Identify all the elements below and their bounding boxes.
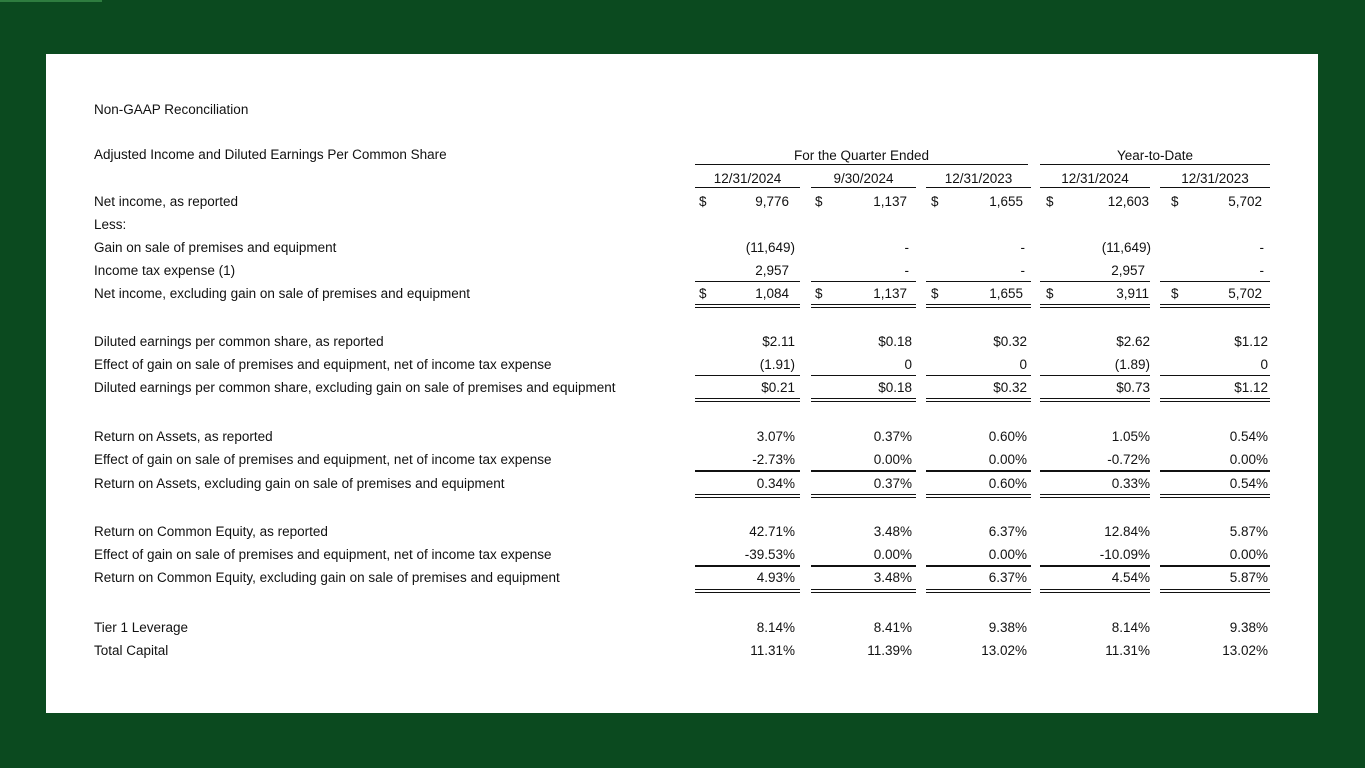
cell-value: 0.00% xyxy=(1229,547,1268,562)
cell-value: 0 xyxy=(1019,357,1027,372)
total-double-line xyxy=(1160,589,1270,593)
cell-value: 9.38% xyxy=(988,620,1027,635)
row-label-roe-excl: Return on Common Equity, excluding gain on sale of premises and equipment xyxy=(94,570,560,585)
subtotal-line xyxy=(811,565,916,567)
cell-value: - xyxy=(1259,240,1264,255)
table-subtitle: Adjusted Income and Diluted Earnings Per Common Share xyxy=(94,147,447,162)
cell-value: 0.54% xyxy=(1229,476,1268,491)
total-double-line xyxy=(811,304,916,308)
cell-value: $2.11 xyxy=(762,334,795,349)
cell-value: 0.37% xyxy=(873,429,912,444)
cell-value: 13.02% xyxy=(981,643,1027,658)
cell-value: 3.07% xyxy=(756,429,795,444)
cell-value: 6.37% xyxy=(988,570,1027,585)
total-double-line xyxy=(1160,398,1270,402)
cell-value: 2,957 xyxy=(1111,263,1145,278)
currency-symbol: $ xyxy=(815,194,823,209)
subtotal-line xyxy=(926,470,1031,472)
cell-value: 0.33% xyxy=(1111,476,1150,491)
cell-value: - xyxy=(904,240,909,255)
total-double-line xyxy=(926,494,1031,498)
cell-value: -2.73% xyxy=(752,452,795,467)
total-double-line xyxy=(811,494,916,498)
total-double-line xyxy=(1160,304,1270,308)
cell-value: 8.14% xyxy=(1111,620,1150,635)
total-double-line xyxy=(926,398,1031,402)
column-underline xyxy=(926,187,1031,188)
cell-value: 3.48% xyxy=(873,570,912,585)
currency-symbol: $ xyxy=(699,286,707,301)
cell-value: 12.84% xyxy=(1104,524,1150,539)
row-label-roa: Return on Assets, as reported xyxy=(94,429,273,444)
cell-value: 11.31% xyxy=(750,643,795,658)
cell-value: -0.72% xyxy=(1107,452,1150,467)
row-label-tier1: Tier 1 Leverage xyxy=(94,620,189,635)
row-label-less: Less: xyxy=(94,217,127,232)
subtotal-line xyxy=(1160,470,1270,472)
cell-value: 6.37% xyxy=(988,524,1027,539)
cell-value: $1.12 xyxy=(1234,380,1268,395)
cell-value: 0.00% xyxy=(988,547,1027,562)
cell-value: (11,649) xyxy=(745,240,795,255)
total-double-line xyxy=(1040,304,1150,308)
group-underline-ytd xyxy=(1040,164,1270,165)
column-underline xyxy=(1160,187,1270,188)
subtotal-line xyxy=(811,281,916,282)
column-underline xyxy=(811,187,916,188)
total-double-line xyxy=(1040,494,1150,498)
cell-value: 5,702 xyxy=(1228,194,1262,209)
subtotal-line xyxy=(1040,281,1150,282)
row-label-total-capital: Total Capital xyxy=(94,643,169,658)
cell-value: 12,603 xyxy=(1107,194,1149,209)
total-double-line xyxy=(695,398,800,402)
column-header: 12/31/2023 xyxy=(944,171,1013,186)
row-label-eps-effect: Effect of gain on sale of premises and equipment, net of income tax expense xyxy=(94,357,552,372)
row-label-eps: Diluted earnings per common share, as reported xyxy=(94,334,384,349)
cell-value: 0.34% xyxy=(756,476,795,491)
subtotal-line xyxy=(926,281,1031,282)
cell-value: 4.54% xyxy=(1111,570,1150,585)
cell-value: (11,649) xyxy=(1101,240,1151,255)
group-header-quarter: For the Quarter Ended xyxy=(793,148,930,163)
subtotal-line xyxy=(695,281,800,282)
cell-value: $0.32 xyxy=(993,334,1027,349)
cell-value: 1,655 xyxy=(989,286,1023,301)
subtotal-line xyxy=(811,375,916,376)
cell-value: 0 xyxy=(1260,357,1268,372)
cell-value: - xyxy=(904,263,909,278)
cell-value: -10.09% xyxy=(1099,547,1150,562)
cell-value: 1,084 xyxy=(755,286,789,301)
cell-value: $0.18 xyxy=(878,334,912,349)
cell-value: 0.00% xyxy=(988,452,1027,467)
total-double-line xyxy=(695,589,800,593)
total-double-line xyxy=(695,304,800,308)
cell-value: 9,776 xyxy=(755,194,789,209)
cell-value: 5,702 xyxy=(1228,286,1262,301)
currency-symbol: $ xyxy=(1046,286,1054,301)
row-label-roe: Return on Common Equity, as reported xyxy=(94,524,328,539)
subtotal-line xyxy=(1160,565,1270,567)
cell-value: 5.87% xyxy=(1229,524,1268,539)
corner-accent-line xyxy=(0,0,102,2)
cell-value: 1,655 xyxy=(989,194,1023,209)
row-label-roa-effect: Effect of gain on sale of premises and equipment, net of income tax expense xyxy=(94,452,552,467)
currency-symbol: $ xyxy=(1171,194,1179,209)
cell-value: $0.32 xyxy=(993,380,1027,395)
column-underline xyxy=(695,187,800,188)
page-title: Non-GAAP Reconciliation xyxy=(94,102,249,117)
cell-value: - xyxy=(1020,240,1025,255)
currency-symbol: $ xyxy=(931,286,939,301)
cell-value: 11.31% xyxy=(1105,643,1150,658)
subtotal-line xyxy=(926,565,1031,567)
group-header-ytd: Year-to-Date xyxy=(1116,148,1194,163)
total-double-line xyxy=(926,589,1031,593)
subtotal-line xyxy=(811,470,916,472)
currency-symbol: $ xyxy=(1171,286,1179,301)
cell-value: 2,957 xyxy=(755,263,789,278)
cell-value: 0.37% xyxy=(873,476,912,491)
subtotal-line xyxy=(926,375,1031,376)
column-header: 12/31/2024 xyxy=(1061,171,1129,186)
cell-value: $2.62 xyxy=(1116,334,1150,349)
cell-value: 13.02% xyxy=(1222,643,1268,658)
total-double-line xyxy=(1040,398,1150,402)
currency-symbol: $ xyxy=(931,194,939,209)
total-double-line xyxy=(1040,589,1150,593)
subtotal-line xyxy=(1040,375,1150,376)
row-label-net-income-excl: Net income, excluding gain on sale of premises and equipment xyxy=(94,286,470,301)
cell-value: 1,137 xyxy=(873,194,907,209)
subtotal-line xyxy=(695,470,800,472)
cell-value: $0.21 xyxy=(761,380,795,395)
cell-value: - xyxy=(1259,263,1264,278)
cell-value: 9.38% xyxy=(1229,620,1268,635)
cell-value: $1.12 xyxy=(1234,334,1268,349)
subtotal-line xyxy=(1040,565,1150,567)
currency-symbol: $ xyxy=(699,194,707,209)
column-header: 9/30/2024 xyxy=(833,171,894,186)
subtotal-line xyxy=(1040,470,1150,472)
subtotal-line xyxy=(695,565,800,567)
row-label-roe-effect: Effect of gain on sale of premises and equipment, net of income tax expense xyxy=(94,547,552,562)
cell-value: 5.87% xyxy=(1229,570,1268,585)
row-label-gain: Gain on sale of premises and equipment xyxy=(94,240,337,255)
group-underline-quarter xyxy=(695,164,1028,165)
cell-value: 1.05% xyxy=(1111,429,1150,444)
cell-value: 11.39% xyxy=(867,643,912,658)
cell-value: 8.14% xyxy=(756,620,795,635)
column-underline xyxy=(1040,187,1150,188)
cell-value: -39.53% xyxy=(744,547,795,562)
cell-value: 42.71% xyxy=(749,524,795,539)
total-double-line xyxy=(811,589,916,593)
cell-value: 1,137 xyxy=(873,286,907,301)
total-double-line xyxy=(811,398,916,402)
total-double-line xyxy=(695,494,800,498)
cell-value: $0.73 xyxy=(1116,380,1150,395)
cell-value: 8.41% xyxy=(873,620,912,635)
cell-value: 0.00% xyxy=(873,452,912,467)
cell-value: 0.60% xyxy=(988,476,1027,491)
reconciliation-panel xyxy=(46,54,1318,713)
subtotal-line xyxy=(1160,281,1270,282)
cell-value: 4.93% xyxy=(756,570,795,585)
row-label-eps-excl: Diluted earnings per common share, excluding gain on sale of premises and equipment xyxy=(94,380,616,395)
total-double-line xyxy=(1160,494,1270,498)
cell-value: 0.00% xyxy=(873,547,912,562)
subtotal-line xyxy=(695,375,800,376)
cell-value: 0 xyxy=(904,357,912,372)
cell-value: $0.18 xyxy=(878,380,912,395)
row-label-net-income: Net income, as reported xyxy=(94,194,239,209)
cell-value: - xyxy=(1020,263,1025,278)
currency-symbol: $ xyxy=(815,286,823,301)
cell-value: 3,911 xyxy=(1116,286,1149,301)
row-label-roa-excl: Return on Assets, excluding gain on sale of premises and equipment xyxy=(94,476,505,491)
row-label-tax: Income tax expense (1) xyxy=(94,263,236,278)
cell-value: 0.00% xyxy=(1229,452,1268,467)
cell-value: (1.91) xyxy=(759,357,795,372)
column-header: 12/31/2024 xyxy=(713,171,782,186)
subtotal-line xyxy=(1160,375,1270,376)
cell-value: 0.54% xyxy=(1229,429,1268,444)
cell-value: 3.48% xyxy=(873,524,912,539)
column-header: 12/31/2023 xyxy=(1181,171,1249,186)
cell-value: 0.60% xyxy=(988,429,1027,444)
total-double-line xyxy=(926,304,1031,308)
cell-value: (1.89) xyxy=(1114,357,1150,372)
currency-symbol: $ xyxy=(1046,194,1054,209)
